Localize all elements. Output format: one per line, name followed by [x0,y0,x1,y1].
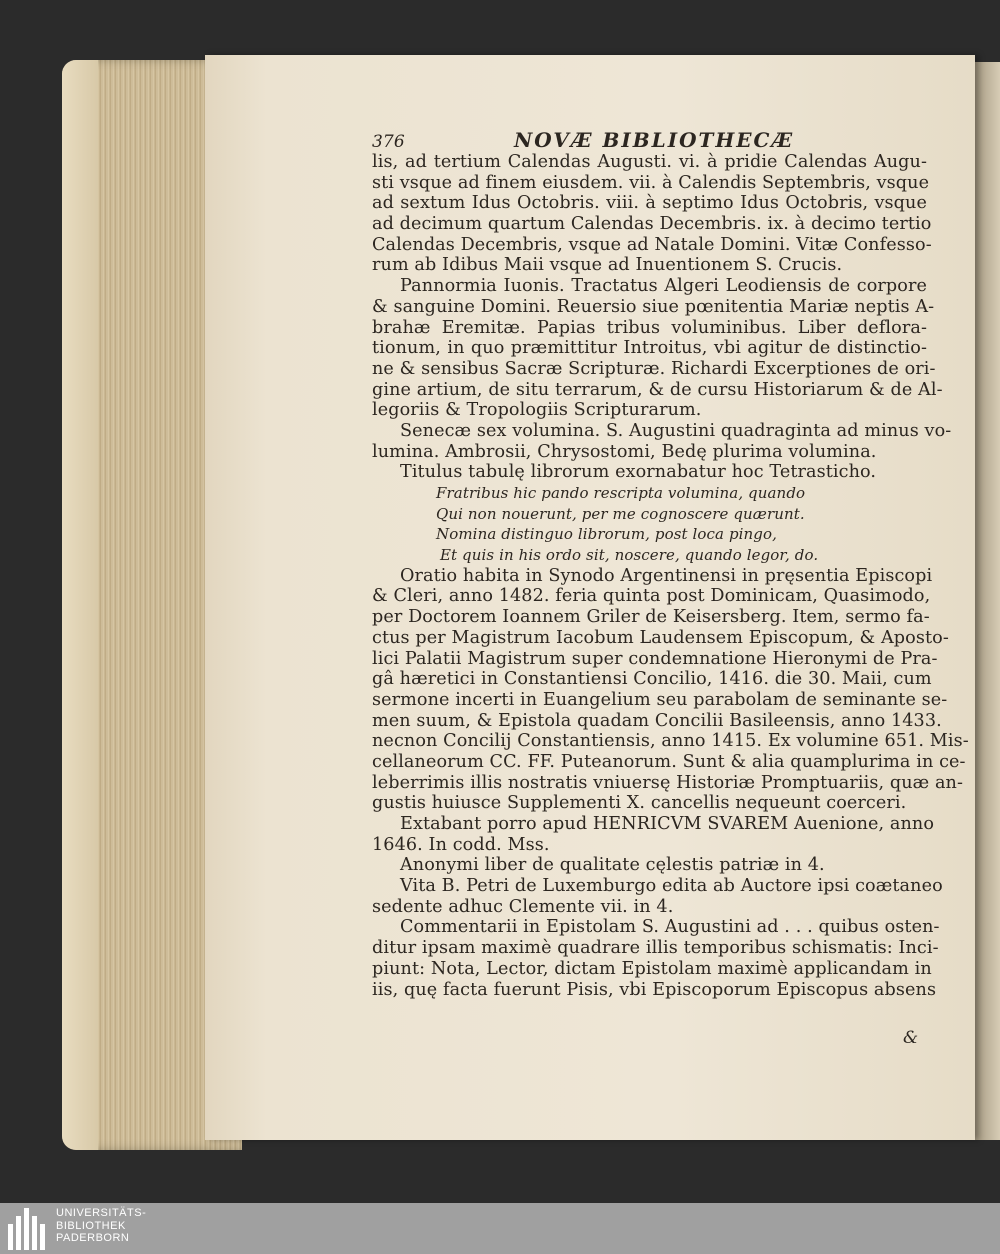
text-line: piunt: Nota, Lector, dictam Epistolam maximè applicandam in [372,958,932,979]
text-line: Extabant porro apud HENRICVM SVAREM Auenione, anno [400,814,935,834]
book-fore-edge [62,60,98,1150]
text-line: sedente adhuc Clemente vii. in 4. [372,896,674,917]
text-line: iis, quę facta fuerunt Pisis, vbi Episcoporum Episcopus absens [372,979,937,1000]
text-line: per Doctorem Ioannem Griler de Keisersberg. Item, sermo fa- [372,607,930,628]
text-line: ditur ipsam maximè quadrare illis temporibus schismatis: Inci- [372,938,939,959]
text-line: sti vsque ad finem eiusdem. vii. à Calendis Septembris, vsque [372,172,930,193]
text-line: gâ hæretici in Constantiensi Concilio, 1416. die 30. Maii, cum [372,669,932,690]
running-head: NOVÆ BIBLIOTHECÆ [514,128,795,152]
text-line: Titulus tabulę librorum exornabatur hoc Tetrasticho. [400,462,877,483]
page-number: 376 [372,132,405,152]
text-line: men suum, & Epistola quadam Concilii Basileensis, anno 1433. [372,710,942,731]
text-line: ad decimum quartum Calendas Decembris. ix. à decimo tertio [372,214,932,235]
text-line: Senecæ sex volumina. S. Augustini quadraginta ad minus vo- [400,420,952,441]
page-header [372,130,927,152]
text-line: Vita B. Petri de Luxemburgo edita ab Auctore ipsi coætaneo [400,876,943,897]
text-line: & Cleri, anno 1482. feria quinta post Dominicam, Quasimodo, [372,586,931,607]
text-line: Oratio habita in Synodo Argentinensi in pręsentia Episcopi [400,565,933,586]
text-line: lis, ad tertium Calendas Augusti. vi. à pridie Calendas Augu- [372,152,927,172]
library-name-line3: PADERBORN [56,1232,130,1244]
catchword: & [903,1028,919,1048]
library-logo-icon [8,1208,50,1250]
text-line: lumina. Ambrosii, Chrysostomi, Bedę plurima volumina. [372,441,877,462]
text-line: rum ab Idibus Maii vsque ad Inuentionem S. Crucis. [372,255,843,276]
text-line: Anonymi liber de qualitate cęlestis patriæ in 4. [400,855,825,876]
library-name-line2: BIBLIOTHEK [56,1219,126,1232]
text-line: tionum, in quo præmittitur Introitus, vbi agitur de distinctio- [372,338,927,359]
text-line: brahæ Eremitæ. Papias tribus voluminibus. Liber deflora- [372,317,927,338]
text-line: Et quis in his ordo sit, noscere, quando legor, do. [440,546,819,565]
text-line: 1646. In codd. Mss. [372,834,550,855]
text-line: sermone incerti in Euangelium seu parabolam de seminante se- [372,689,948,710]
text-line: Fratribus hic pando rescripta volumina, quando [436,484,806,502]
library-footer-bar [0,1203,1000,1254]
text-line: ne & sensibus Sacræ Scripturæ. Richardi Excerptiones de ori- [372,358,936,379]
text-line: Qui non nouerunt, per me cognoscere quærunt. [436,504,805,523]
text-line: gustis huiusce Supplementi X. cancellis nequeunt coerceri. [372,793,907,814]
text-line: ad sextum Idus Octobris. viii. à septimo Idus Octobris, vsque [372,193,927,214]
text-line: gine artium, de situ terrarum, & de cursu Historiarum & de Al- [372,379,943,400]
text-line: legoriis & Tropologiis Scripturarum. [372,400,702,421]
text-line: Nomina distinguo librorum, post loca pingo, [436,525,778,544]
page-text [372,128,969,1000]
text-line: ctus per Magistrum Iacobum Laudensem Episcopum, & Aposto- [372,627,949,648]
text-line: Pannormia Iuonis. Tractatus Algeri Leodiensis de corpore [400,276,927,297]
library-name [56,1207,146,1245]
text-line: & sanguine Domini. Reuersio siue pœnitentia Mariæ neptis A- [372,296,935,317]
library-name-line1: UNIVERSITÄTS- [56,1207,147,1219]
text-line: leberrimis illis nostratis vniuersę Historiæ Promptuariis, quæ an- [372,772,964,793]
text-line: cellaneorum CC. FF. Puteanorum. Sunt & alia quamplurima in ce- [372,751,966,772]
text-line: Commentarii in Epistolam S. Augustini ad . . . quibus osten- [400,917,940,938]
text-line: lici Palatii Magistrum super condemnatione Hieronymi de Pra- [372,648,938,669]
text-lines [372,152,969,1000]
text-line: Calendas Decembris, vsque ad Natale Domini. Vitæ Confesso- [372,234,932,255]
text-line: necnon Concilij Constantiensis, anno 1415. Ex volumine 651. Mis- [372,731,969,752]
